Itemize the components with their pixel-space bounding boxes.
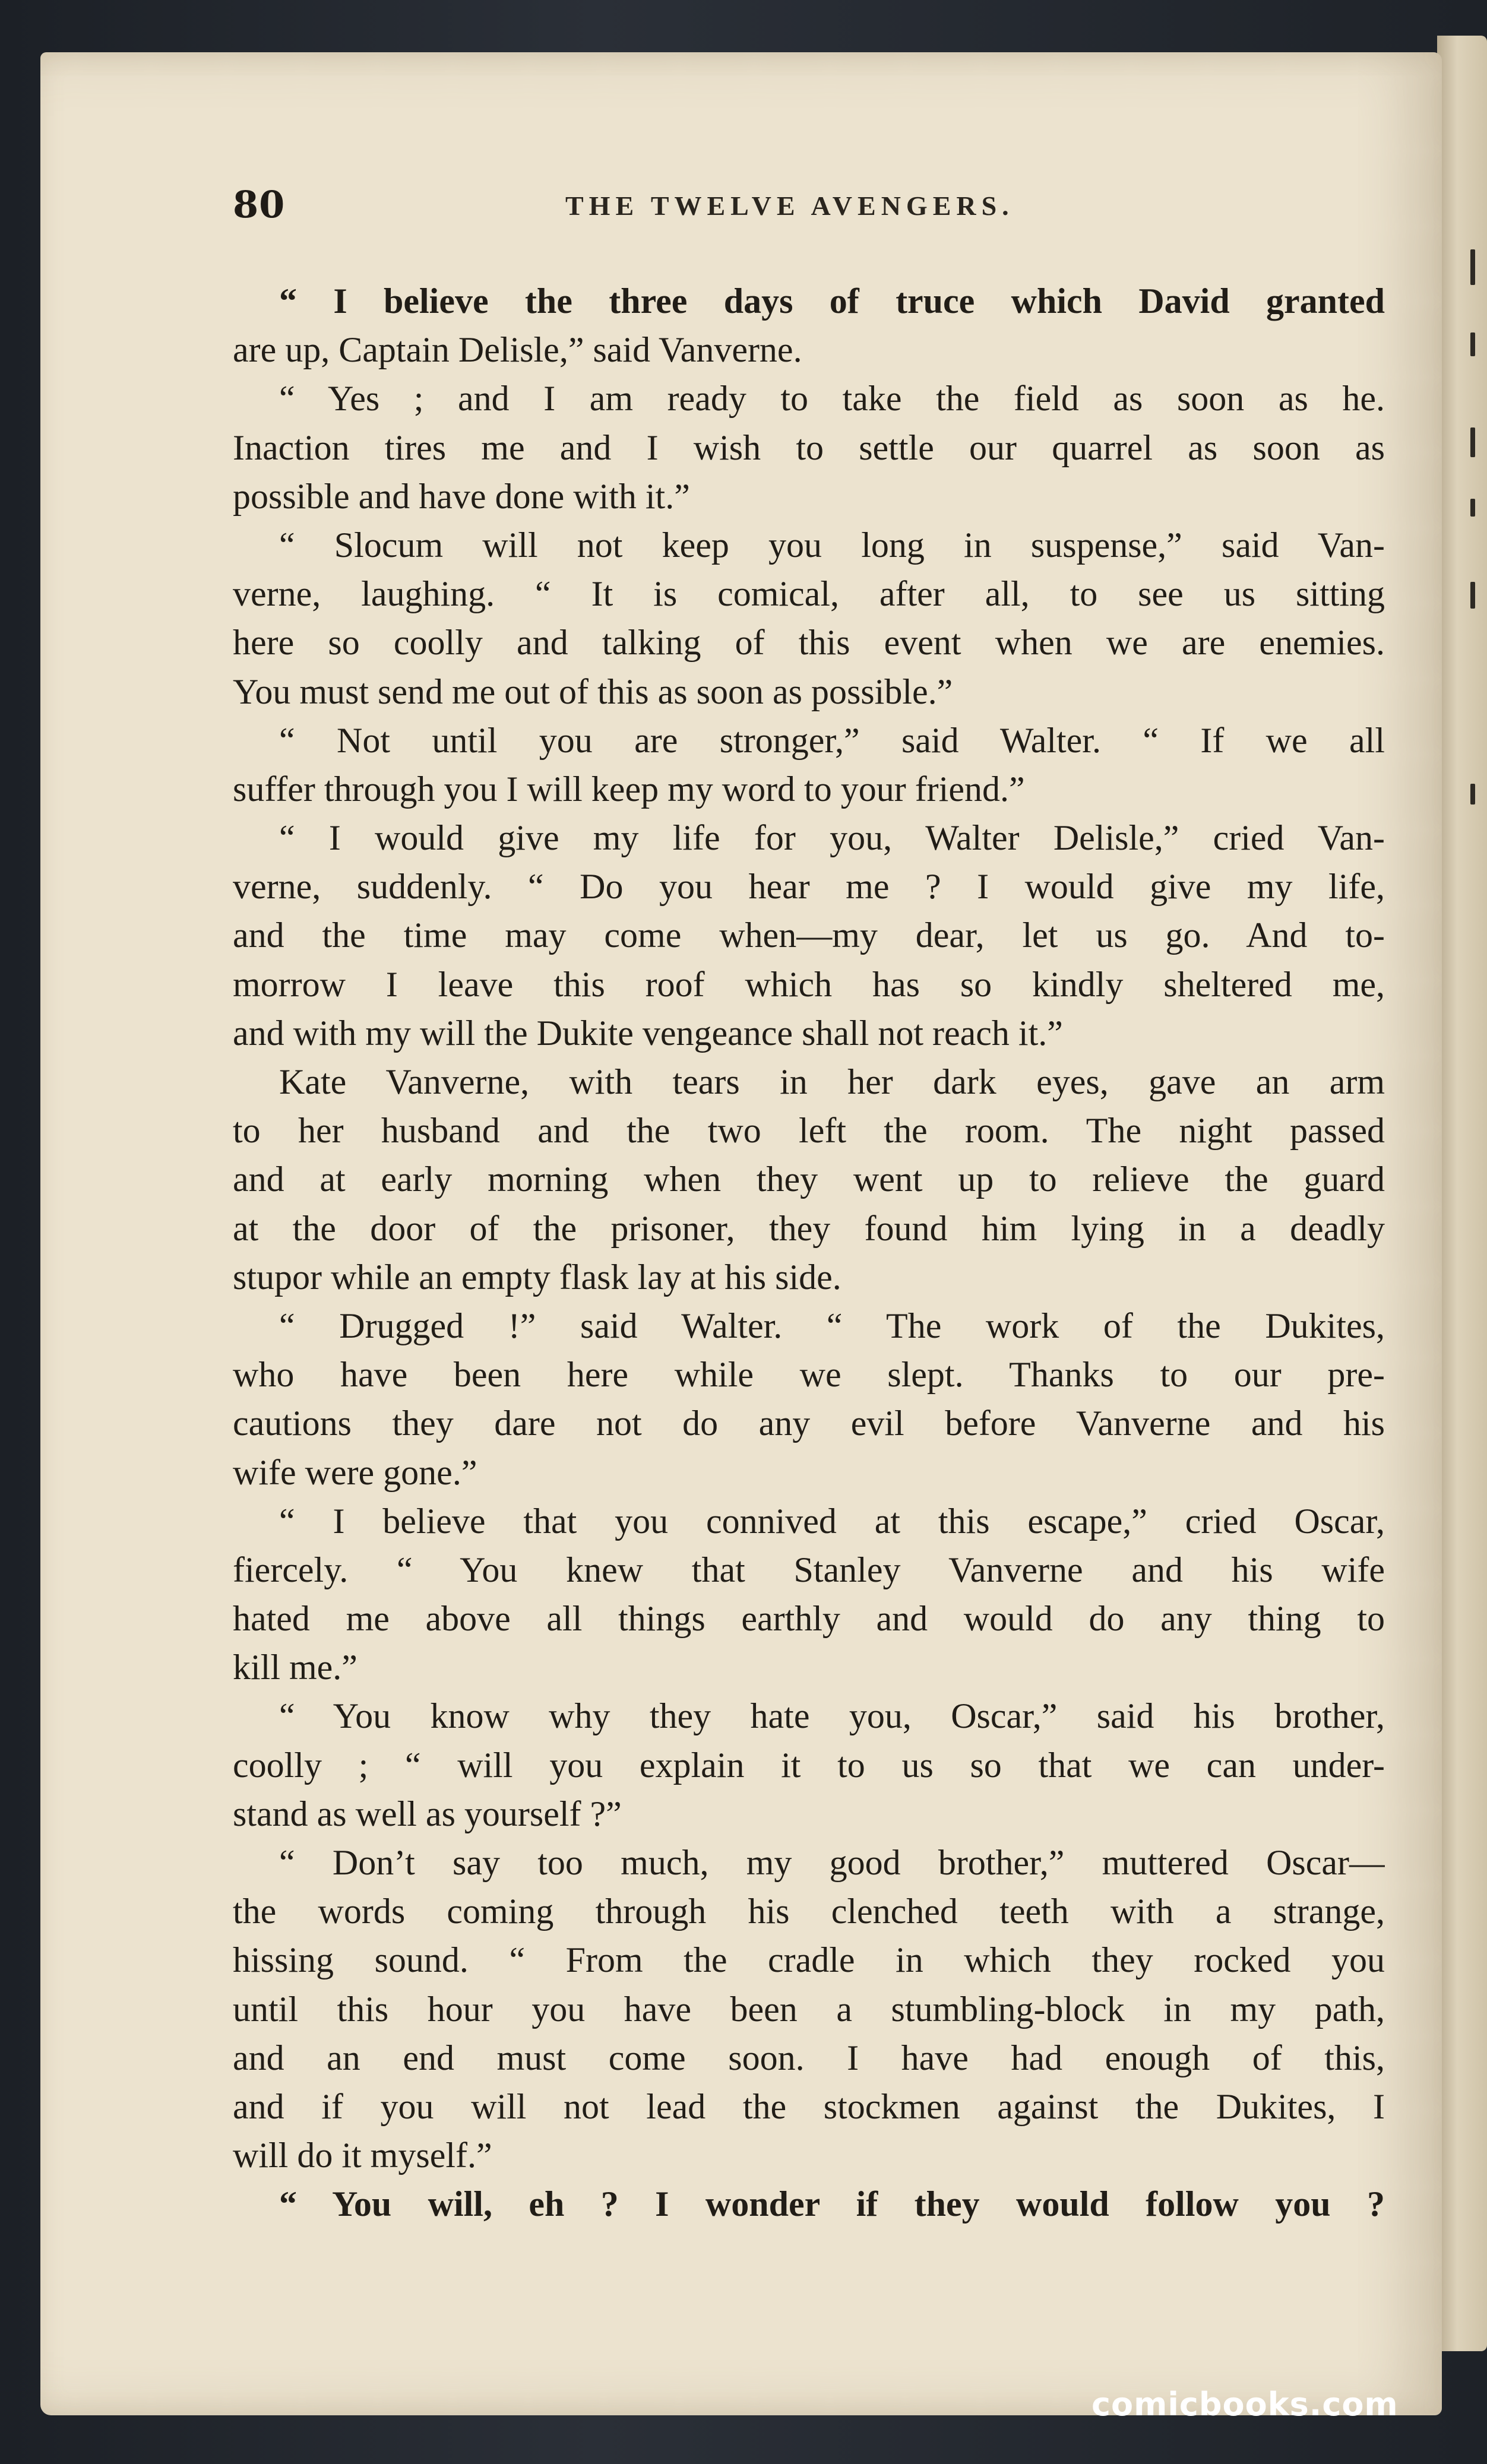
- text-line: “ You know why they hate you, Oscar,” said his brother,: [279, 1696, 1385, 1736]
- text-line: “ Drugged !” said Walter. “ The work of the Dukites,: [279, 1306, 1385, 1345]
- text-line: and the time may come when—my dear, let us go. And to-: [233, 916, 1385, 955]
- site-watermark: comicbooks.com: [1091, 2386, 1399, 2423]
- text-line: You must send me out of this as soon as possible.”: [233, 672, 953, 711]
- running-head: [233, 183, 1385, 236]
- adjacent-page-text-marks: [1464, 249, 1482, 2031]
- text-line: “ Yes ; and I am ready to take the field as soon as he.: [279, 379, 1385, 419]
- leaf-mark: [1470, 427, 1475, 457]
- text-line: stand as well as yourself ?”: [233, 1794, 622, 1833]
- text-line: “ Slocum will not keep you long in suspense,” said Van-: [279, 525, 1385, 565]
- text-line: fiercely. “ You knew that Stanley Vanverne and his wife: [233, 1550, 1385, 1589]
- page-number: 80: [233, 183, 286, 226]
- text-line: hated me above all things earthly and would do any thing to: [233, 1599, 1385, 1639]
- text-line: kill me.”: [233, 1648, 357, 1687]
- text-line: “ Not until you are stronger,” said Walter. “ If we all: [279, 720, 1385, 760]
- leaf-mark: [1470, 582, 1475, 609]
- text-line: suffer through you I will keep my word to your friend.”: [233, 769, 1025, 809]
- leaf-mark: [1470, 784, 1475, 805]
- text-line: verne, suddenly. “ Do you hear me ? I would give my life,: [233, 867, 1385, 907]
- text-line: hissing sound. “ From the cradle in which they rocked you: [233, 1940, 1385, 1980]
- text-line: to her husband and the two left the room. The night passed: [233, 1111, 1385, 1151]
- text-line: Kate Vanverne, with tears in her dark eyes, gave an arm: [279, 1062, 1385, 1101]
- text-line: stupor while an empty flask lay at his side.: [233, 1257, 841, 1297]
- text-line: “ I believe that you connived at this escape,” cried Oscar,: [279, 1501, 1385, 1541]
- text-line: and at early morning when they went up to relieve the guard: [233, 1160, 1385, 1199]
- running-title: THE TWELVE AVENGERS.: [565, 191, 1014, 221]
- text-line: possible and have done with it.”: [233, 476, 690, 516]
- text-line: “ You will, eh ? I wonder if they would follow you ?: [279, 2184, 1385, 2224]
- leaf-mark: [1470, 249, 1475, 285]
- leaf-mark: [1470, 332, 1475, 356]
- text-line: here so coolly and talking of this event when we are enemies.: [233, 623, 1385, 663]
- text-line: and if you will not lead the stockmen against the Dukites, I: [233, 2086, 1385, 2126]
- text-line: and an end must come soon. I have had enough of this,: [233, 2038, 1385, 2077]
- text-line: the words coming through his clenched teeth with a strange,: [233, 1892, 1385, 1931]
- text-line: who have been here while we slept. Thanks to our pre-: [233, 1355, 1385, 1395]
- leaf-mark: [1470, 499, 1475, 517]
- text-line: wife were gone.”: [233, 1452, 477, 1492]
- text-line: “ Don’t say too much, my good brother,” muttered Oscar—: [279, 1843, 1385, 1882]
- text-line: verne, laughing. “ It is comical, after all, to see us sitting: [233, 574, 1385, 614]
- text-line: until this hour you have been a stumbling-block in my path,: [233, 1989, 1385, 2029]
- text-line: “ I believe the three days of truce which David granted: [279, 281, 1385, 321]
- text-line: at the door of the prisoner, they found him lying in a deadly: [233, 1208, 1385, 1248]
- text-line: cautions they dare not do any evil before Vanverne and his: [233, 1404, 1385, 1443]
- text-line: and with my will the Dukite vengeance shall not reach it.”: [233, 1013, 1063, 1053]
- text-line: Inaction tires me and I wish to settle our quarrel as soon as: [233, 427, 1385, 467]
- text-line: “ I would give my life for you, Walter Delisle,” cried Van-: [279, 818, 1385, 858]
- text-line: morrow I leave this roof which has so kindly sheltered me,: [233, 964, 1385, 1004]
- text-line: will do it myself.”: [233, 2136, 492, 2175]
- body-text: [233, 277, 1385, 2229]
- text-line: coolly ; “ will you explain it to us so that we can under-: [233, 1745, 1385, 1785]
- text-line: are up, Captain Delisle,” said Vanverne.: [233, 330, 802, 370]
